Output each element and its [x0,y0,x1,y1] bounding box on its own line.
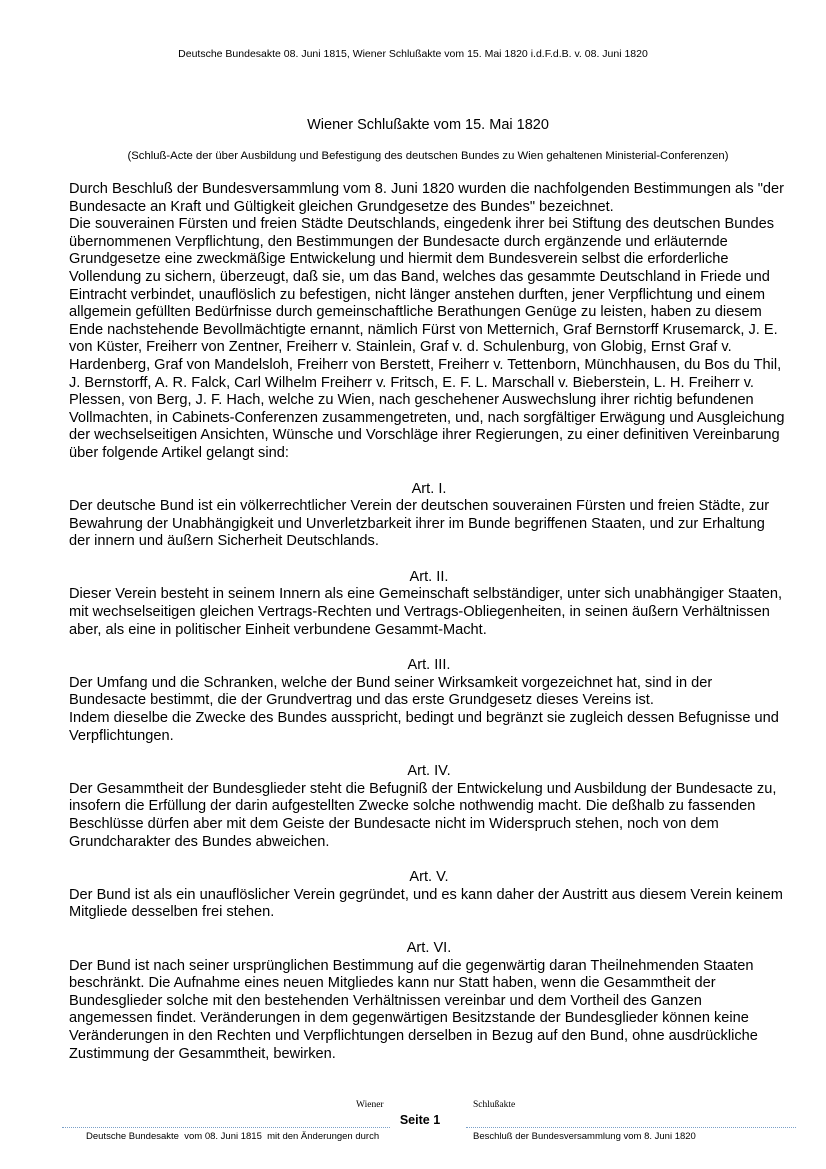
article-paragraph: Dieser Verein besteht in seinem Innern als eine Gemeinschaft selbständiger, unter sich unabhängiger Staaten, mit wechselseitigen gleichen Vertrags-Rechten und Vertrags-Obliegenheiten, in seinen äußern Verhältnissen aber, als eine in politischer Einheit verbundene Gesammt-Macht. [69,586,783,638]
footer-bottom-left: Deutsche Bundesakte vom 08. Juni 1815 mit den Änderungen durch [86,1131,380,1142]
article-paragraph: Der Bund ist nach seiner ursprünglichen Bestimmung auf die gegenwärtig daran Theilnehmenden Staaten beschränkt. Die Aufnahme eines neuen Mitgliedes kann nur Statt haben, wenn die Gesammtheit der Bundesglieder solche mit den bestehenden Verhältnissen vereinbar und dem Vortheil des Ganzen angemessen findet. Veränderungen in dem gegenwärtigen Besitzstande der Bundesglieder können keine Veränderungen in den Rechten und Verpflichtungen derselben in Bezug auf den Bund, ohne ausdrückliche Zustimmung der Gesammtheit, bewirken. [69,957,758,1062]
article-2 [69,569,789,639]
intro-section [69,181,789,463]
article-5 [69,869,789,922]
page-number: Seite 1 [399,1113,441,1127]
article-heading: Art. I. [411,480,447,497]
document-title: Wiener Schlußakte vom 15. Mai 1820 [307,117,549,133]
footer-divider-right [466,1127,796,1128]
article-4 [69,763,789,851]
article-heading: Art. III. [407,657,451,674]
article-3 [69,657,789,745]
article-paragraph: Der deutsche Bund ist ein völkerrechtlicher Verein der deutschen souverainen Fürsten und freien Städte, zur Bewahrung der Unabhängigkeit und Unverletzbarkeit ihrer im Bunde begriffenen Staaten, und zur Erhaltung der innern und äußern Sicherheit Deutschlands. [69,498,770,550]
article-heading: Art. V. [409,869,449,886]
footer-top-right: Schlußakte [473,1100,516,1110]
document-subtitle: (Schluß-Acte der über Ausbildung und Befestigung des deutschen Bundes zu Wien gehaltenen Ministerial-Conferenzen) [127,150,729,162]
footer-top-line [0,1100,826,1114]
article-paragraph: Indem dieselbe die Zwecke des Bundes ausspricht, bedingt und begränzt sie zugleich dessen Befugnisse und Verpflichtungen. [69,710,779,744]
intro-paragraph: Durch Beschluß der Bundesversammlung vom 8. Juni 1820 wurden die nachfolgenden Bestimmungen als "der Bundesacte an Kraft und Gültigkeit gleichen Grundgesetze des Bundes" bezeichnet. [69,181,784,215]
intro-paragraph: Die souverainen Fürsten und freien Städte Deutschlands, eingedenk ihrer bei Stiftung des deutschen Bundes übernommenen Verpflichtung, den Bestimmungen der Bundesacte durch ergänzende und erläuternde Grundgesetze eine zweckmäßige Entwickelung und hiermit dem Bundesverein selbst die erforderliche Vollendung zu sichern, überzeugt, daß sie, um das Band, welches das gesammte Deutschland in Friede und Eintracht verbindet, unauflöslich zu befestigen, nicht länger anstehen durften, jener Verpflichtung und einem allgemein gefüllten Bedürfnisse durch gemeinschaftliche Berathungen Genüge zu leisten, haben zu diesem Ende nachstehende Bevollmächtigte ernannt, nämlich Fürst von Metternich, Graf Bernstorff Krusemarck, J. E. von Küster, Freiherr von Zentner, Freiherr v. Stainlein, Graf v. d. Schulenburg, von Globig, Ernst Graf v. Hardenberg, Graf von Mandelsloh, Freiherr von Berstett, Freiherr v. Tettenborn, Münchhausen, du Bos du Thil, J. Bernstorff, A. R. Falck, Carl Wilhelm Freiherr v. Fritsch, E. F. L. Marschall v. Bieberstein, L. H. Freiherr v. Plessen, von Berg, J. F. Hach, welche zu Wien, nach geschehener Auswechslung ihrer richtig befundenen Vollmachten, in Cabinets-Conferenzen zusammengetreten, und, nach sorgfältiger Erwägung und Ausgleichung der wechselseitigen Ansichten, Wünsche und Vorschläge ihrer Regierungen, zu einer definitiven Vereinbarung über folgende Artikel gelangt sind: [69,216,785,461]
footer-divider-left [62,1127,390,1128]
footer-top-left: Wiener [356,1100,384,1110]
running-header: Deutsche Bundesakte 08. Juni 1815, Wiener Schlußakte vom 15. Mai 1820 i.d.F.d.B. v. 08. Juni 1820 [178,48,648,60]
article-heading: Art. IV. [407,763,451,780]
document-body [69,181,789,1063]
article-paragraph: Der Umfang und die Schranken, welche der Bund seiner Wirksamkeit vorgezeichnet hat, sind in der Bundesacte bestimmt, die der Grundvertrag und das erste Grundgesetz dieses Vereins ist. [69,674,713,709]
article-paragraph: Der Gesammtheit der Bundesglieder steht die Befugniß der Entwickelung und Ausbildung der Bundesacte zu, insofern die Erfüllung der darin aufgestellten Zwecke solche nothwendig macht. Die deßhalb zu fassenden Beschlüsse dürfen aber mit dem Geiste der Bundesacte nicht im Widerspruch stehen, noch von dem Grundcharakter des Bundes abweichen. [69,780,777,850]
article-heading: Art. II. [409,568,449,585]
article-paragraph: Der Bund ist als ein unauflöslicher Verein gegründet, und es kann daher der Austritt aus diesem Verein keinem Mitgliede desselben frei stehen. [69,886,783,921]
footer-bottom-line [0,1131,826,1145]
article-heading: Art. VI. [406,939,452,956]
article-6 [69,940,789,1063]
article-1 [69,481,789,551]
footer-bottom-right: Beschluß der Bundesversammlung vom 8. Juni 1820 [473,1131,696,1142]
